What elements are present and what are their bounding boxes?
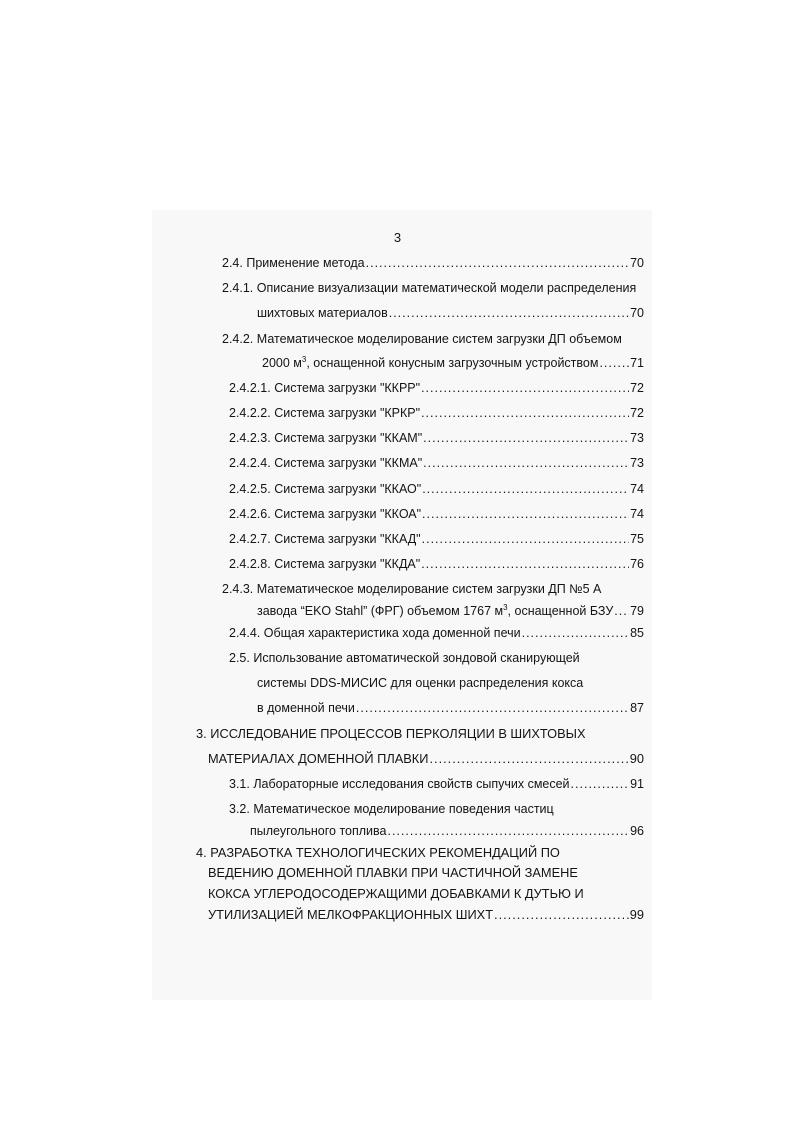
toc-title: Математическое моделирование поведения частиц: [253, 802, 554, 816]
toc-num: 3.1.: [229, 777, 250, 791]
toc-page: 70: [630, 306, 644, 320]
toc-title-cont: завода “EKO Stahl” (ФРГ) объемом 1767 м: [257, 604, 504, 618]
toc-num: 2.4.: [222, 256, 243, 270]
toc-title: Общая характеристика хода доменной печи: [263, 626, 521, 640]
toc-page: 91: [630, 777, 644, 791]
leader-dots: [421, 556, 629, 572]
toc-num: 2.4.2.7.: [229, 532, 271, 546]
toc-entry-2-4-2-line1[interactable]: [222, 331, 622, 347]
toc-page: 75: [630, 532, 644, 546]
toc-num: 2.4.2.: [222, 332, 254, 346]
toc-page: 72: [630, 381, 644, 395]
toc-entry-2-4-2-line2[interactable]: [262, 355, 644, 371]
toc-num: 2.4.2.6.: [229, 507, 271, 521]
toc-page: 79: [630, 604, 644, 618]
toc-num: 3.2.: [229, 802, 250, 816]
toc-title: Описание визуализации математической модели распределения: [256, 281, 637, 295]
toc-page: 70: [630, 256, 644, 270]
toc-title: Система загрузки "ККМА": [274, 456, 423, 470]
leader-dots: [614, 603, 629, 619]
leader-dots: [422, 531, 629, 547]
toc-num: 2.4.2.1.: [229, 381, 271, 395]
toc-num: 2.4.2.4.: [229, 456, 271, 470]
toc-entry-4-line4[interactable]: [208, 907, 644, 923]
toc-title-cont: , оснащенной конусным загрузочным устройством: [306, 356, 599, 370]
toc-entry-2-4-2-6[interactable]: [229, 506, 644, 522]
toc-title: Система загрузки "ККРР": [274, 381, 421, 395]
toc-num: 4.: [196, 845, 207, 860]
leader-dots: [422, 506, 629, 522]
toc-title: Математическое моделирование систем загрузки ДП объемом: [256, 332, 622, 346]
toc-entry-2-4[interactable]: [222, 255, 644, 271]
toc-entry-2-4-1-line1[interactable]: [222, 280, 636, 296]
toc-entry-4-line3[interactable]: [208, 886, 584, 902]
toc-title-cont: пылеугольного топлива: [250, 824, 387, 838]
toc-page: 74: [630, 482, 644, 496]
toc-entry-2-5-line3[interactable]: [257, 700, 644, 716]
toc-page: 73: [630, 431, 644, 445]
toc-title: Система загрузки "ККАО": [274, 482, 422, 496]
toc-title: Применение метода: [246, 256, 365, 270]
leader-dots: [423, 455, 629, 471]
toc-title: Математическое моделирование систем загрузки ДП №5 А: [256, 582, 602, 596]
toc-page: 85: [630, 626, 644, 640]
leader-dots: [599, 355, 629, 371]
toc-title-cont: , оснащенной БЗУ: [507, 604, 614, 618]
toc-page: 76: [630, 557, 644, 571]
toc-entry-2-4-2-5[interactable]: [229, 481, 644, 497]
toc-title: Использование автоматической зондовой сканирующей: [253, 651, 580, 665]
toc-entry-2-4-2-8[interactable]: [229, 556, 644, 572]
leader-dots: [387, 823, 629, 839]
toc-title-cont: ВЕДЕНИЮ ДОМЕННОЙ ПЛАВКИ ПРИ ЧАСТИЧНОЙ ЗАМЕНЕ: [208, 865, 578, 880]
toc-entry-4-line2[interactable]: [208, 865, 578, 881]
toc-entry-3-2-line2[interactable]: [250, 823, 644, 839]
toc-entry-2-4-1-line2[interactable]: [257, 305, 644, 321]
toc-title-cont: УТИЛИЗАЦИЕЙ МЕЛКОФРАКЦИОННЫХ ШИХТ: [208, 907, 494, 922]
toc-title: Система загрузки "ККАМ": [274, 431, 423, 445]
toc-entry-2-4-4[interactable]: [229, 625, 644, 641]
leader-dots: [571, 776, 630, 792]
toc-page: 96: [630, 824, 644, 838]
page-number: 3: [393, 230, 402, 245]
toc-entry-2-4-2-2[interactable]: [229, 405, 644, 421]
superscript: 3: [503, 603, 508, 612]
toc-entry-2-4-2-1[interactable]: [229, 380, 644, 396]
toc-entry-3-2-line1[interactable]: [229, 801, 554, 817]
toc-title-cont: в доменной печи: [257, 701, 355, 715]
toc-page: 87: [630, 701, 644, 715]
toc-num: 3.: [196, 726, 207, 741]
toc-entry-3-line2[interactable]: [208, 751, 644, 767]
toc-title-cont: КОКСА УГЛЕРОДОСОДЕРЖАЩИМИ ДОБАВКАМИ К ДУТЬЮ И: [208, 886, 584, 901]
leader-dots: [429, 751, 628, 767]
toc-entry-2-4-2-3[interactable]: [229, 430, 644, 446]
toc-entry-2-4-3-line2[interactable]: [257, 603, 644, 619]
leader-dots: [366, 255, 629, 271]
toc-num: 2.5.: [229, 651, 250, 665]
toc-title-cont: системы DDS-МИСИС для оценки распределения кокса: [257, 676, 584, 690]
toc-title: Система загрузки "КРКР": [274, 406, 421, 420]
toc-title: ИССЛЕДОВАНИЕ ПРОЦЕССОВ ПЕРКОЛЯЦИИ В ШИХТОВЫХ: [210, 726, 586, 741]
toc-title: Система загрузки "ККАД": [274, 532, 421, 546]
toc-num: 2.4.4.: [229, 626, 261, 640]
leader-dots: [356, 700, 629, 716]
toc-entry-3-line1[interactable]: [196, 726, 585, 742]
toc-entry-2-4-2-4[interactable]: [229, 455, 644, 471]
leader-dots: [423, 430, 629, 446]
leader-dots: [421, 405, 629, 421]
toc-title: Лабораторные исследования свойств сыпучих смесей: [253, 777, 570, 791]
toc-num: 2.4.2.5.: [229, 482, 271, 496]
toc-entry-2-4-2-7[interactable]: [229, 531, 644, 547]
toc-page: 99: [629, 907, 644, 922]
toc-num: 2.4.1.: [222, 281, 254, 295]
leader-dots: [422, 481, 629, 497]
toc-title-cont: МАТЕРИАЛАХ ДОМЕННОЙ ПЛАВКИ: [208, 751, 429, 766]
leader-dots: [421, 380, 629, 396]
toc-page: 71: [630, 356, 644, 370]
toc-entry-4-line1[interactable]: [196, 845, 560, 861]
toc-num: 2.4.2.2.: [229, 406, 271, 420]
toc-title-cont: шихтовых материалов: [257, 306, 388, 320]
toc-entry-3-1[interactable]: [229, 776, 644, 792]
toc-title: РАЗРАБОТКА ТЕХНОЛОГИЧЕСКИХ РЕКОМЕНДАЦИЙ ПО: [210, 845, 560, 860]
toc-entry-2-5-line2[interactable]: [257, 675, 583, 691]
toc-page: 72: [630, 406, 644, 420]
toc-entry-2-4-3-line1[interactable]: [222, 581, 601, 597]
superscript: 3: [301, 355, 307, 364]
toc-entry-2-5-line1[interactable]: [229, 650, 580, 666]
leader-dots: [494, 907, 629, 923]
toc-num: 2.4.2.8.: [229, 557, 271, 571]
toc-title: Система загрузки "ККДА": [274, 557, 421, 571]
leader-dots: [522, 625, 629, 641]
toc-title: Система загрузки "ККОА": [274, 507, 422, 521]
leader-dots: [389, 305, 629, 321]
toc-title-cont: 2000 м: [262, 356, 302, 370]
toc-page: 73: [630, 456, 644, 470]
toc-num: 2.4.2.3.: [229, 431, 271, 445]
toc-num: 2.4.3.: [222, 582, 254, 596]
toc-page: 90: [629, 751, 644, 766]
toc-page: 74: [630, 507, 644, 521]
